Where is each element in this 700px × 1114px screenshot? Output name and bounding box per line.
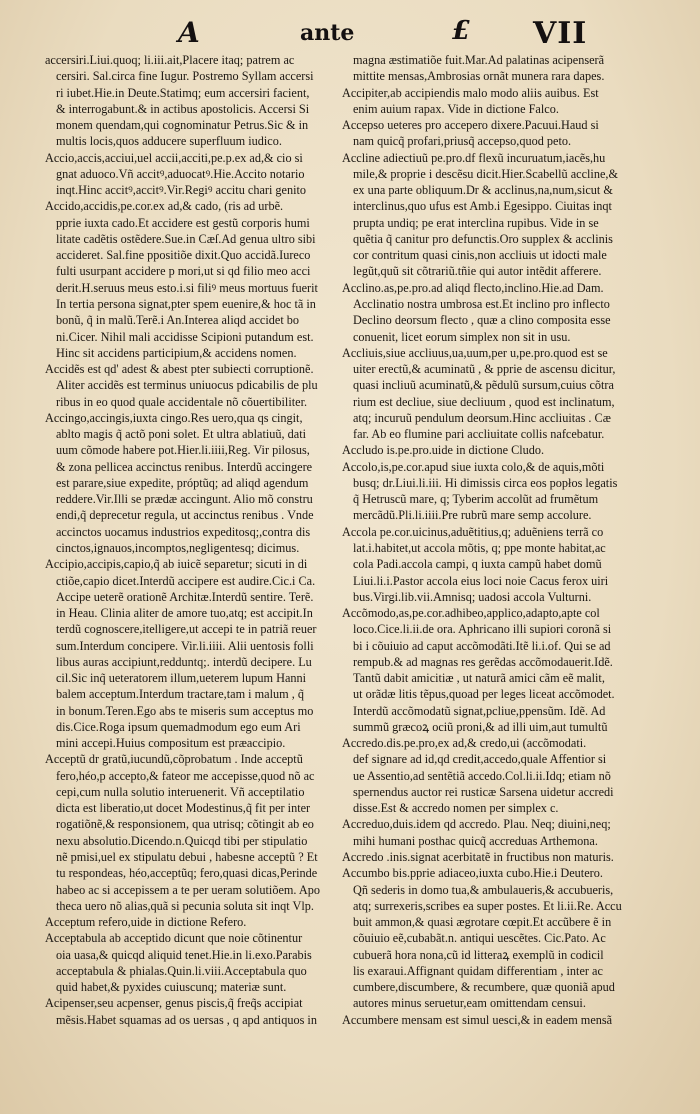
- text-line: legũt,quũ sit cõtrariũ.tñie qui autor intẽdit afferere.: [353, 264, 602, 279]
- text-line: Accredo .inis.signat acerbitatẽ in fructibus non maturis.: [342, 850, 614, 865]
- text-line: Declino deorsum flecto , quæ a clino composita esse: [353, 313, 611, 328]
- text-line: enim auium rapax. Vide in dictione Falco.: [353, 101, 559, 116]
- text-line: cinctos,ignauos,incomptos,negligentesq; dicimus.: [56, 540, 300, 555]
- text-line: fero,héo,p accepto,& fateor me accepisse,quod nõ ac: [56, 768, 315, 783]
- text-line: nẽ pmisi,uel ex stipulatu debui , habesne acceptũ ? Et: [56, 850, 318, 865]
- text-line: acceptabula & phialas.Quin.li.viii.Acceptabula quo: [56, 963, 307, 978]
- text-line: mercãdũ.Pli.li.iiii.Pre rubrũ mare semp accolure.: [353, 508, 592, 523]
- text-line: Hinc sit accidens participium,& accidens nomen.: [56, 345, 297, 360]
- text-line: rempub.& ad magnas res gerẽdas accõmodauerit.Idẽ.: [353, 654, 613, 669]
- text-line: ue Assentio,ad sentẽtiã accedo.Col.li.ii.Idq; etiam nõ: [353, 768, 611, 783]
- text-line: atq; incuruũ pendulum deorsum.Hinc accliuitas . Cæ: [353, 410, 611, 425]
- text-line: bus.Virgi.lib.vii.Amnisq; uadosi accola Vulturni.: [353, 589, 592, 604]
- text-line: Accumbere mensam est simul uesci,& in eadem mensã: [342, 1012, 613, 1027]
- running-header: [0, 16, 700, 56]
- text-line: ni.Cicer. Nihil mali accidisse Scipioni putandum est.: [56, 329, 314, 344]
- text-line: derit.H.seruus meus esto.i.si filiꝰ meus mortuus fuerit: [56, 280, 318, 295]
- text-line: In tertia persona signat,pter spem euenire,& hoc tã in: [56, 296, 316, 311]
- text-line: sum.Interdum concipere. Vir.li.iiii. Alii uentosis folli: [56, 638, 314, 653]
- text-line: in Heau. Clinia aliter de amore tuo,atq; est accipit.In: [56, 606, 313, 621]
- text-line: nam quicq̃ profari,priusq̃ accepso,quod peto.: [353, 134, 572, 149]
- text-line: quid habet,& pyxides cuiuscunq; materiæ sunt.: [56, 980, 287, 995]
- text-line: Acceptũ dr gratũ,iucundũ,cõprobatum . Inde acceptũ: [45, 752, 303, 767]
- text-line: Acceptum refero,uide in dictione Refero.: [45, 915, 247, 930]
- text-line: gnat aduoco.Vñ accitꝰ,aduocatꝰ.Hie.Accito notario: [56, 166, 305, 181]
- text-line: summũ græcoꝝ ociũ proni,& ad illi uim,aut tumultũ: [353, 719, 608, 734]
- text-line: buit ammon,& quasi ægrotare cœpit.Et accũbere ẽ in: [353, 915, 612, 930]
- text-line: Accreduo,duis.idem qd accredo. Plau. Neq; diuini,neq;: [342, 817, 611, 832]
- text-line: mini accepi.Huius compositum est præaccipio.: [56, 736, 286, 751]
- text-line: accinctos uocamus industrios expeditosq;,contra dis: [56, 524, 311, 539]
- header-headword: ante: [300, 20, 355, 46]
- text-line: quasi incliuũ acuminatũ,& pẽdulũ sursum,cuius cõtra: [353, 378, 614, 393]
- text-line: bonũ, q̃ in malũ.Terẽ.i An.Interea aliqd accidet bo: [56, 313, 300, 328]
- text-line: loco.Cice.li.ii.de ora. Aphricano illi supiori coronã si: [353, 622, 612, 637]
- text-line: terdũ cognoscere,itelligere,ut accepi te in patriã reuer: [56, 622, 317, 637]
- text-line: dis.Cice.Roga ipsum quemadmodum ego eum Ari: [56, 719, 301, 734]
- text-line: Accingo,accingis,iuxta cingo.Res uero,qua qs cingit,: [45, 410, 303, 425]
- text-line: cor contritum quasi cinis,non accliuis ut idocti male: [353, 248, 607, 263]
- text-line: Tantũ dabit amicitiæ , ut naturã amici cãm eẽ malit,: [353, 671, 605, 686]
- text-line: uiter erectũ,& acuminatũ , & pprie de ascensu dicitur,: [353, 362, 616, 377]
- text-line: Acipenser,seu acpenser, genus piscis,q̃ freq̃s accipiat: [45, 996, 303, 1011]
- text-line: def signare ad id,qd credit,accedo,quale Affentior si: [353, 752, 607, 767]
- text-line: quẽtia q̃ canitur pro defunctis.Oro supplex & acclinis: [353, 231, 613, 246]
- text-line: pprie iuxta cado.Et accidere est gestũ corporis humi: [56, 215, 310, 230]
- text-line: cersiri. Sal.circa fine Iugur. Postremo Syllam accersi: [56, 69, 314, 84]
- text-line: ex una parte obliquum.Dr & acclinus,na,num,sicut &: [353, 183, 613, 198]
- header-section-letter: A: [178, 16, 200, 49]
- text-line: est parare,siue expedite, próptũq; ad aliqd agendum: [56, 475, 309, 490]
- text-line: accideret. Sal.fine ppositiõe dixit.Quo accidã.Iureco: [56, 248, 311, 263]
- text-line: Acceptabula ab acceptido dicunt que noie cõtinentur: [45, 931, 303, 946]
- left-text-column: [45, 52, 321, 1028]
- text-line: Accliuis,siue accliuus,ua,uum,per u,pe.pro.quod est se: [342, 345, 608, 360]
- text-line: habeo ac si accepissem a te per ueram solutiõem. Apo: [56, 882, 320, 897]
- text-line: fulti usurpant accidere p mori,ut si qd filio meo acci: [56, 264, 311, 279]
- text-line: cepi,cum nulla solutio interuenerit. Vñ acceptilatio: [56, 784, 305, 799]
- header-folio-number: VII: [533, 16, 588, 51]
- text-line: cõuiuio eẽ,cubabãt.n. antiqui uescẽtes. Cic.Pato. Ac: [353, 931, 606, 946]
- text-line: ribus in eo quod quale accidentale nõ cõuertibiliter.: [56, 394, 308, 409]
- text-line: Qñ sederis in domo tua,& ambulaueris,& accubueris,: [353, 882, 614, 897]
- text-line: tu respondeas, héo,acceptũq; fero,quasi dicas,Perinde: [56, 866, 318, 881]
- text-line: Accido,accidis,pe.cor.ex ad,& cado, (ris ad urbẽ.: [45, 199, 284, 214]
- text-line: Accumbo bis.pprie adiaceo,iuxta cubo.Hie.i Deutero.: [342, 866, 603, 881]
- text-line: Accipio,accipis,capio,q̃ ab iuicẽ separetur; sicuti in di: [45, 557, 308, 572]
- header-signature-mark: £: [452, 16, 471, 46]
- text-line: Accredo.dis.pe.pro,ex ad,& credo,ui (accõmodati.: [342, 736, 587, 751]
- text-line: Accola pe.cor.uicinus,aduẽtitius,q; aduẽniens terrã co: [342, 524, 604, 539]
- text-line: lis exaraui.Affignant quidam differentiam , inter ac: [353, 963, 603, 978]
- text-line: reddere.Vir.Illi se prædæ accingunt. Alio mõ constru: [56, 492, 313, 507]
- text-line: prupta undiq; pe erat interclina rupibus. Vide in se: [353, 215, 599, 230]
- text-line: far. Ab eo flumine pari accliuitate collis nafcebatur.: [353, 427, 605, 442]
- text-line: magna æstimatiõe fuit.Mar.Ad palatinas acipenserã: [353, 53, 605, 67]
- text-line: autores minus seruetur,eam omittendam censui.: [353, 996, 586, 1011]
- text-line: mile,& proprie i descẽsu dicit.Hier.Scabellũ accline,&: [353, 166, 618, 181]
- text-line: ut orãdæ litis tẽpus,quoad per leges liceat accõmodet.: [353, 687, 615, 702]
- text-line: cola Padi.accola campi, q iuxta campũ habet domũ: [353, 557, 602, 572]
- text-line: atq; surrexeris,scribes ea super postes. Et li.ii.Re. Accu: [353, 898, 622, 913]
- text-line: Accludo is.pe.pro.uide in dictione Cludo.: [342, 443, 545, 458]
- text-line: endi,q̃ deprecetur regula, ut accinctus renibus . Vnde: [56, 508, 314, 523]
- text-line: Acclino.as,pe.pro.ad aliqd flecto,inclino.Hie.ad Dam.: [342, 280, 604, 295]
- text-line: Acclinatio nostra umbrosa est.Et inclino pro inflecto: [353, 296, 610, 311]
- text-line: mittite mensas,Ambrosias ornãt munera rara dapes.: [353, 69, 605, 84]
- text-line: litate cadẽtis ostẽdere.Sue.in Cæſ.Ad genua ultro sibi: [56, 231, 316, 246]
- text-line: Aliter accidẽs est terminus uniuocus pdicabilis de plu: [56, 378, 318, 393]
- text-line: cumbere,discumbere, & recumbere, quæ quoniã apud: [353, 980, 615, 995]
- text-line: & zona pellicea accinctus renibus. Interdũ accingere: [56, 459, 313, 474]
- text-line: ctiõe,capio dicet.Interdũ accipere est audire.Cic.i Ca.: [56, 573, 316, 588]
- text-line: Accipe ueterẽ orationẽ Architæ.Interdũ sentire. Terẽ.: [56, 589, 314, 604]
- text-line: Accolo,is,pe.cor.apud siue iuxta colo,& de aquis,mõti: [342, 459, 605, 474]
- text-line: Accipiter,ab accipiendis malo modo aliis auibus. Est: [342, 85, 599, 100]
- text-line: cubuerã hora nona,cũ id litteraꝝ exemplũ in codicil: [353, 947, 604, 962]
- text-line: spernendus auctor rei rusticæ Sarsena uidetur accredi: [353, 784, 614, 799]
- text-line: Interdũ accõmodatũ signat,pcliue,ppensũm. Idẽ. Ad: [353, 703, 606, 718]
- text-line: Accõmodo,as,pe.cor.adhibeo,applico,adapto,apte col: [342, 606, 600, 621]
- text-line: & interrogabunt.& in actibus apostolicis. Accersi Si: [56, 101, 310, 116]
- text-line: balem acceptum.Interdum tractare,tam i malum , q̃: [56, 687, 304, 702]
- text-line: libus auras accipiunt,redduntq;. interdũ decipere. Lu: [56, 654, 312, 669]
- text-line: multis locis,quos adducere superfluum iudico.: [56, 134, 282, 149]
- text-line: Liui.li.i.Pastor accola eius loci noie Cacus ferox uiri: [353, 573, 609, 588]
- text-line: q̃ Hetruscũ mare, q; Tyberim accolũt ad frumẽtum: [353, 492, 599, 507]
- text-line: mẽsis.Habet squamas ad os uersas , q apd antiquos in: [56, 1012, 317, 1027]
- text-line: inqt.Hinc accitꝰ,accitꝰ.Vir.Regiꝰ accitu chari genito: [56, 183, 307, 198]
- text-line: monem quendam,qui cognominatur Petrus.Sic & in: [56, 118, 309, 133]
- text-line: ri iubet.Hie.in Deute.Statimq; eum accersiri facient,: [56, 85, 310, 100]
- text-line: nexu absolutio.Dicendo.n.Quicqd tibi per stipulatio: [56, 833, 308, 848]
- text-line: dicta est liberatio,ut docet Modestinus,q̃ fit per inter: [56, 801, 311, 816]
- text-line: Accio,accis,acciui,uel accii,acciti,pe.p.ex ad,& cio si: [45, 150, 303, 165]
- text-line: theca uero nõ alias,quã si pecunia soluta sit inqt Vlp.: [56, 898, 314, 913]
- text-line: Accidẽs est qd' adest & abest pter subiecti corruptionẽ.: [45, 362, 314, 377]
- text-line: conuenit, licet eorum simplex non sit in usu.: [353, 329, 571, 344]
- text-line: ablto magis q̃ actõ poni solet. Et ultra ablatiuũ, dati: [56, 427, 307, 442]
- text-line: mihi humani posthac quicq̃ accreduas Arthemona.: [353, 833, 598, 848]
- text-line: Accline adiectiuũ pe.pro.df flexũ incuruatum,iacẽs,hu: [342, 150, 606, 165]
- text-line: cil.Sic inq̃ ueteratorem illum,ueterem lupum Hanni: [56, 671, 307, 686]
- text-line: oia uasa,& quicqd aliquid tenet.Hie.in li.exo.Parabis: [56, 947, 312, 962]
- text-line: accersiri.Liui.quoq; li.iii.ait,Placere itaq; patrem ac: [45, 53, 295, 67]
- text-line: bi i cõuiuio ad caput accõmodãti.Itẽ li.i.of. Qui se ad: [353, 638, 611, 653]
- text-line: busq; dr.Liui.li.iii. Hi dimissis circa eos popłos legatis: [353, 475, 618, 490]
- text-line: lat.i.habitet,ut accola mõtis, q; ppe monte habitat,ac: [353, 540, 606, 555]
- text-line: rium est decliue, siue decliuum , quod est inclinatum,: [353, 394, 615, 409]
- text-line: interclinus,quo ufus est Amb.i Egesippo. Ciuitas inqt: [353, 199, 612, 214]
- text-line: Accepso ueteres pro accepero dixere.Pacuui.Haud si: [342, 118, 599, 133]
- text-line: uum cõmode habere pot.Hier.li.iiii,Reg. Vir pilosus,: [56, 443, 310, 458]
- text-line: disse.Est & accredo nomen per simplex c.: [353, 801, 559, 816]
- right-text-column: [342, 52, 632, 1028]
- text-line: rogatiõnẽ,& responsionem, qua utrisq; cõtingit ab eo: [56, 817, 314, 832]
- text-line: in bonum.Teren.Ego abs te miseris sum acceptus mo: [56, 703, 314, 718]
